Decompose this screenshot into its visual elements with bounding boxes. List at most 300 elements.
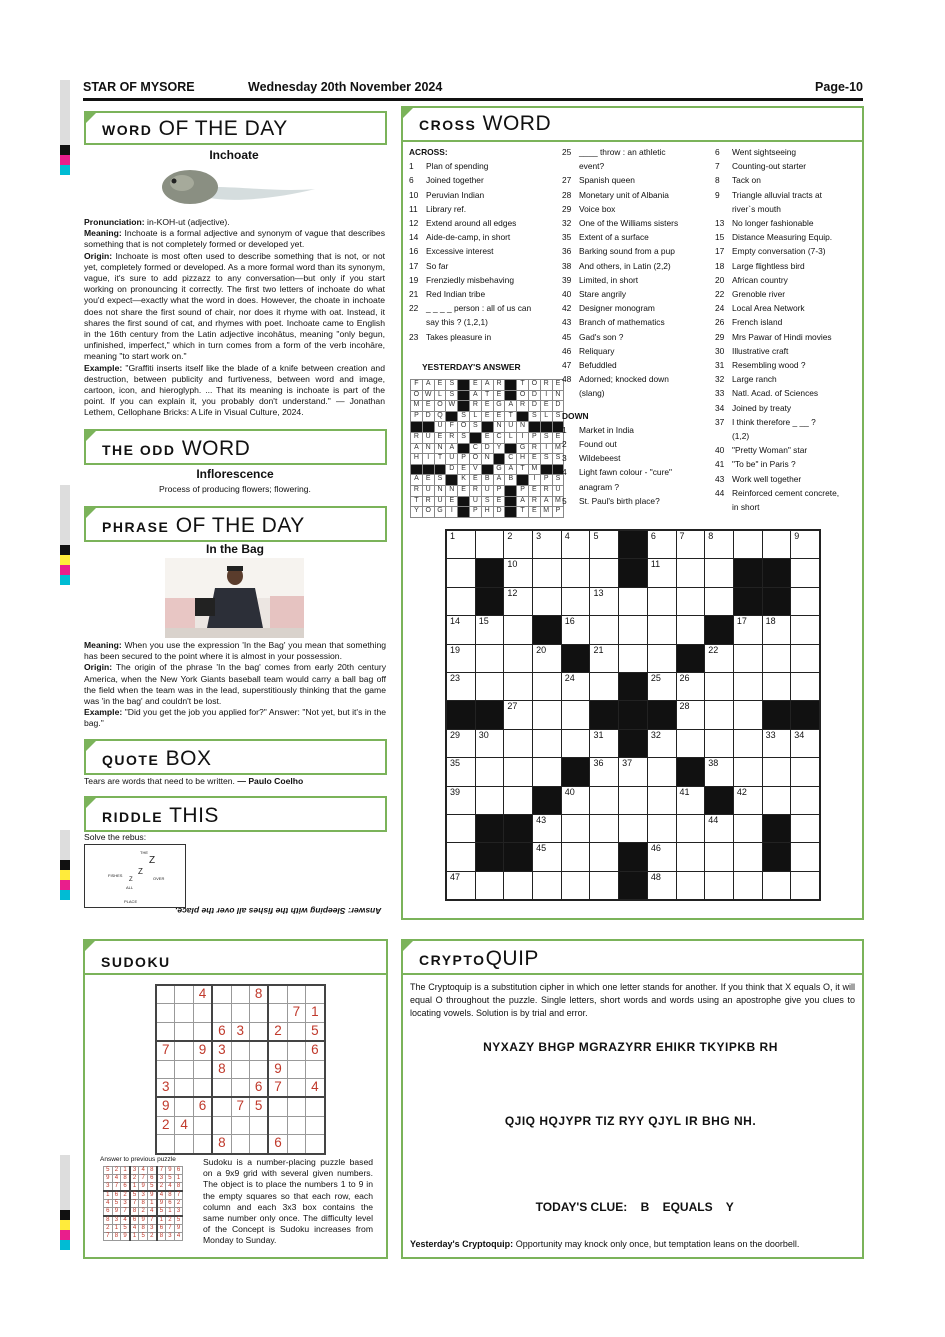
grid-cell[interactable]: 10 <box>504 559 533 587</box>
sudoku-cell[interactable]: 6 <box>193 1097 212 1116</box>
grid-cell[interactable] <box>676 843 705 871</box>
clue-item: 34 Joined by treaty <box>715 402 792 413</box>
grid-cell[interactable] <box>676 814 705 842</box>
sudoku-cell: 8 <box>174 1183 183 1192</box>
grid-cell[interactable] <box>705 871 734 900</box>
clue-item: 15 Distance Measuring Equip. <box>715 232 833 243</box>
grid-cell[interactable] <box>791 758 820 786</box>
grid-cell[interactable]: 37 <box>619 758 648 786</box>
grid-cell[interactable]: 32 <box>647 729 676 757</box>
answer-cell: R <box>540 380 552 391</box>
sudoku-cell[interactable] <box>212 1116 231 1134</box>
sudoku-cell[interactable] <box>156 1004 175 1022</box>
sudoku-cell[interactable] <box>175 1022 193 1041</box>
grid-cell[interactable] <box>619 814 648 842</box>
sudoku-cell[interactable] <box>306 985 325 1004</box>
black-cell <box>533 616 562 644</box>
grid-cell[interactable] <box>533 559 562 587</box>
grid-cell[interactable] <box>504 786 533 814</box>
grid-cell[interactable] <box>791 644 820 672</box>
sudoku-cell[interactable] <box>175 1060 193 1078</box>
sudoku-cell[interactable] <box>306 1135 325 1154</box>
sudoku-cell[interactable]: 3 <box>231 1022 249 1041</box>
grid-cell[interactable]: 44 <box>705 814 734 842</box>
grid-cell[interactable]: 15 <box>475 616 504 644</box>
answer-cell: S <box>540 454 552 465</box>
grid-cell[interactable] <box>733 644 762 672</box>
answer-cell: O <box>469 454 481 465</box>
sudoku-cell[interactable]: 6 <box>249 1078 268 1097</box>
grid-cell[interactable]: 6 <box>647 530 676 559</box>
sudoku-cell[interactable] <box>287 1116 305 1134</box>
grid-cell[interactable] <box>619 616 648 644</box>
grid-cell[interactable] <box>590 786 619 814</box>
clue-item: 44 Reinforced cement concrete, <box>715 487 840 498</box>
grid-cell[interactable]: 34 <box>791 729 820 757</box>
answer-cell: L <box>469 411 481 422</box>
grid-cell[interactable] <box>762 871 791 900</box>
grid-cell[interactable] <box>762 758 791 786</box>
black-cell <box>762 587 791 615</box>
grid-cell[interactable] <box>504 871 533 900</box>
sudoku-cell[interactable] <box>249 1022 268 1041</box>
answer-cell: I <box>517 432 529 443</box>
sudoku-cell[interactable] <box>287 1078 305 1097</box>
clue-item: 12 Extend around all edges <box>409 218 517 229</box>
grid-cell[interactable] <box>590 559 619 587</box>
grid-cell[interactable]: 11 <box>647 559 676 587</box>
grid-cell[interactable] <box>446 587 475 615</box>
grid-cell[interactable] <box>733 758 762 786</box>
answer-cell: G <box>493 401 505 412</box>
grid-cell[interactable]: 22 <box>705 644 734 672</box>
sudoku-cell[interactable]: 8 <box>212 1135 231 1154</box>
prev-answer-label: Answer to previous puzzle <box>100 1156 176 1163</box>
grid-cell[interactable] <box>647 786 676 814</box>
grid-cell[interactable]: 42 <box>733 786 762 814</box>
grid-cell[interactable] <box>705 672 734 700</box>
answer-cell: C <box>493 432 505 443</box>
grid-cell[interactable] <box>705 559 734 587</box>
grid-cell[interactable] <box>762 530 791 559</box>
sudoku-cell: 8 <box>130 1208 139 1217</box>
answer-cell: O <box>411 390 423 401</box>
grid-cell[interactable] <box>533 672 562 700</box>
grid-cell[interactable]: 26 <box>676 672 705 700</box>
sudoku-cell[interactable] <box>268 985 287 1004</box>
grid-cell[interactable]: 16 <box>561 616 590 644</box>
sudoku-cell[interactable] <box>175 1078 193 1097</box>
grid-cell[interactable]: 7 <box>676 530 705 559</box>
sudoku-cell[interactable]: 5 <box>249 1097 268 1116</box>
grid-cell[interactable]: 21 <box>590 644 619 672</box>
grid-cell[interactable] <box>561 814 590 842</box>
clue-item: 22 Grenoble river <box>715 289 786 300</box>
grid-cell[interactable] <box>561 729 590 757</box>
sudoku-cell[interactable] <box>193 1022 212 1041</box>
sudoku-cell[interactable]: 7 <box>268 1078 287 1097</box>
grid-cell[interactable]: 13 <box>590 587 619 615</box>
sudoku-cell[interactable] <box>306 1097 325 1116</box>
clue-item: 45 Gad's son ? <box>562 331 624 342</box>
grid-cell[interactable] <box>446 559 475 587</box>
grid-cell[interactable] <box>733 729 762 757</box>
grid-cell[interactable]: 9 <box>791 530 820 559</box>
sudoku-cell[interactable] <box>212 1078 231 1097</box>
clue-item: 29 Mrs Pawar of Hindi movies <box>715 331 832 342</box>
grid-cell[interactable]: 47 <box>446 871 475 900</box>
grid-cell[interactable] <box>475 786 504 814</box>
answer-cell: E <box>552 380 564 391</box>
sudoku-cell[interactable] <box>249 1060 268 1078</box>
sudoku-cell[interactable]: 8 <box>212 1060 231 1078</box>
sudoku-cell: 5 <box>166 1175 175 1183</box>
grid-cell[interactable] <box>733 530 762 559</box>
grid-cell[interactable] <box>590 814 619 842</box>
grid-cell[interactable] <box>561 871 590 900</box>
sudoku-cell: 7 <box>139 1175 148 1183</box>
sudoku-cell[interactable] <box>175 1135 193 1154</box>
sudoku-cell: 9 <box>104 1175 113 1183</box>
black-cell <box>590 701 619 729</box>
grid-cell[interactable]: 29 <box>446 729 475 757</box>
sudoku-cell[interactable] <box>212 1097 231 1116</box>
sudoku-cell: 7 <box>147 1216 156 1225</box>
sudoku-cell: 6 <box>147 1175 156 1183</box>
grid-cell[interactable] <box>676 871 705 900</box>
sudoku-cell[interactable] <box>231 1078 249 1097</box>
answer-cell <box>458 443 470 454</box>
answer-cell: S <box>528 411 540 422</box>
grid-cell[interactable] <box>619 644 648 672</box>
grid-cell[interactable]: 31 <box>590 729 619 757</box>
clue-item: 35 Extent of a surface <box>562 232 649 243</box>
grid-cell[interactable]: 39 <box>446 786 475 814</box>
grid-cell[interactable] <box>533 758 562 786</box>
grid-cell[interactable] <box>446 843 475 871</box>
grid-cell[interactable] <box>647 758 676 786</box>
sudoku-cell[interactable] <box>193 1116 212 1134</box>
grid-cell[interactable] <box>705 843 734 871</box>
answer-cell: A <box>411 475 423 486</box>
grid-cell[interactable] <box>676 559 705 587</box>
answer-cell <box>540 464 552 475</box>
sudoku-cell[interactable]: 2 <box>156 1116 175 1134</box>
sudoku-cell[interactable] <box>249 1004 268 1022</box>
answer-cell: P <box>517 485 529 496</box>
grid-cell[interactable] <box>762 644 791 672</box>
sudoku-cell[interactable] <box>193 1060 212 1078</box>
sudoku-cell[interactable] <box>231 1004 249 1022</box>
grid-cell[interactable]: 45 <box>533 843 562 871</box>
sudoku-cell: 8 <box>121 1175 130 1183</box>
sudoku-cell[interactable] <box>175 1041 193 1060</box>
sudoku-cell[interactable] <box>212 1004 231 1022</box>
grid-cell[interactable]: 20 <box>533 644 562 672</box>
clue-item: 46 Reliquary <box>562 345 615 356</box>
sudoku-cell[interactable] <box>231 985 249 1004</box>
grid-cell[interactable] <box>504 616 533 644</box>
grid-cell[interactable] <box>733 843 762 871</box>
sudoku-cell[interactable] <box>231 1041 249 1060</box>
answer-cell: T <box>505 411 517 422</box>
grid-cell[interactable]: 27 <box>504 701 533 729</box>
sudoku-cell[interactable] <box>156 985 175 1004</box>
answer-cell: E <box>528 507 540 518</box>
grid-cell[interactable] <box>647 814 676 842</box>
answer-cell: S <box>540 432 552 443</box>
grid-cell[interactable]: 48 <box>647 871 676 900</box>
sudoku-cell[interactable] <box>268 1041 287 1060</box>
grid-cell[interactable]: 23 <box>446 672 475 700</box>
sudoku-cell[interactable] <box>156 1135 175 1154</box>
answer-cell: N <box>517 422 529 433</box>
grid-cell[interactable]: 43 <box>533 814 562 842</box>
grid-cell[interactable] <box>733 814 762 842</box>
answer-cell: R <box>422 496 434 507</box>
sudoku-cell: 5 <box>104 1167 113 1175</box>
sudoku-cell[interactable]: 6 <box>212 1022 231 1041</box>
phrase-photo <box>165 558 304 638</box>
sudoku-cell[interactable]: 3 <box>212 1041 231 1060</box>
grid-cell[interactable] <box>733 871 762 900</box>
sudoku-cell[interactable]: 4 <box>175 1116 193 1134</box>
sudoku-cell[interactable]: 4 <box>193 985 212 1004</box>
answer-cell: U <box>505 422 517 433</box>
answer-cell: N <box>552 390 564 401</box>
grid-cell[interactable] <box>705 587 734 615</box>
grid-cell[interactable]: 8 <box>705 530 734 559</box>
sudoku-cell[interactable] <box>193 1004 212 1022</box>
sudoku-cell[interactable] <box>268 1097 287 1116</box>
sudoku-cell[interactable] <box>287 1135 305 1154</box>
grid-cell[interactable] <box>475 530 504 559</box>
sudoku-cell[interactable] <box>212 985 231 1004</box>
sudoku-cell[interactable]: 9 <box>193 1041 212 1060</box>
answer-cell: S <box>552 411 564 422</box>
registration-bar-mid <box>60 485 70 585</box>
sudoku-cell[interactable] <box>287 1097 305 1116</box>
grid-cell[interactable] <box>561 587 590 615</box>
word-of-the-day-title-box: WORD OF THE DAY <box>84 111 387 145</box>
grid-cell[interactable] <box>446 814 475 842</box>
sudoku-cell[interactable] <box>193 1135 212 1154</box>
grid-cell[interactable] <box>791 871 820 900</box>
sudoku-cell[interactable] <box>287 1060 305 1078</box>
grid-cell[interactable] <box>676 729 705 757</box>
wotd-word: Inchoate <box>209 148 259 162</box>
sudoku-cell: 9 <box>174 1225 183 1233</box>
grid-cell[interactable]: 30 <box>475 729 504 757</box>
grid-cell[interactable]: 12 <box>504 587 533 615</box>
grid-cell[interactable] <box>619 587 648 615</box>
grid-cell[interactable] <box>590 843 619 871</box>
answer-cell: R <box>446 432 458 443</box>
grid-cell[interactable]: 33 <box>762 729 791 757</box>
grid-cell[interactable] <box>705 729 734 757</box>
sudoku-cell[interactable] <box>287 985 305 1004</box>
answer-cell: E <box>528 454 540 465</box>
grid-cell[interactable] <box>791 559 820 587</box>
grid-cell[interactable]: 5 <box>590 530 619 559</box>
sudoku-cell[interactable] <box>306 1060 325 1078</box>
sudoku-cell[interactable]: 5 <box>306 1022 325 1041</box>
answer-cell: R <box>493 380 505 391</box>
grid-cell[interactable] <box>733 701 762 729</box>
grid-cell[interactable] <box>619 786 648 814</box>
answer-cell: U <box>481 485 493 496</box>
grid-cell[interactable] <box>504 758 533 786</box>
sudoku-cell: 5 <box>130 1191 139 1200</box>
grid-cell[interactable] <box>791 616 820 644</box>
grid-cell[interactable] <box>791 814 820 842</box>
grid-cell[interactable]: 4 <box>561 530 590 559</box>
sudoku-cell[interactable]: 1 <box>306 1004 325 1022</box>
sudoku-cell: 6 <box>121 1183 130 1192</box>
grid-cell[interactable]: 19 <box>446 644 475 672</box>
grid-cell[interactable] <box>705 701 734 729</box>
grid-cell[interactable] <box>533 701 562 729</box>
sudoku-cell[interactable]: 7 <box>231 1097 249 1116</box>
sudoku-cell[interactable] <box>193 1078 212 1097</box>
black-cell <box>705 616 734 644</box>
answer-cell: W <box>422 390 434 401</box>
sudoku-cell[interactable]: 9 <box>156 1097 175 1116</box>
grid-cell[interactable] <box>533 587 562 615</box>
grid-cell[interactable] <box>504 672 533 700</box>
sudoku-cell: 9 <box>121 1233 130 1241</box>
sudoku-cell[interactable]: 7 <box>156 1041 175 1060</box>
grid-cell[interactable] <box>590 871 619 900</box>
grid-cell[interactable] <box>590 616 619 644</box>
sudoku-cell[interactable]: 6 <box>306 1041 325 1060</box>
grid-cell[interactable] <box>647 616 676 644</box>
grid-cell[interactable] <box>475 758 504 786</box>
clue-item: 36 Barking sound from a pup <box>562 246 675 257</box>
grid-cell[interactable] <box>791 587 820 615</box>
answer-cell: P <box>411 411 423 422</box>
answer-cell: L <box>505 432 517 443</box>
grid-cell[interactable] <box>647 587 676 615</box>
crossword-grid[interactable] <box>445 529 821 901</box>
sudoku-cell[interactable] <box>306 1116 325 1134</box>
grid-cell[interactable]: 41 <box>676 786 705 814</box>
sudoku-cell[interactable]: 2 <box>268 1022 287 1041</box>
sudoku-cell[interactable] <box>249 1135 268 1154</box>
grid-cell[interactable] <box>791 672 820 700</box>
grid-cell[interactable] <box>733 672 762 700</box>
grid-cell[interactable] <box>475 672 504 700</box>
sudoku-cell[interactable] <box>231 1116 249 1134</box>
sudoku-cell[interactable] <box>268 1116 287 1134</box>
sudoku-cell[interactable]: 8 <box>249 985 268 1004</box>
grid-cell[interactable] <box>791 786 820 814</box>
grid-cell[interactable]: 2 <box>504 530 533 559</box>
sudoku-cell[interactable] <box>268 1004 287 1022</box>
grid-cell[interactable] <box>475 644 504 672</box>
grid-cell[interactable] <box>762 786 791 814</box>
black-cell <box>705 786 734 814</box>
grid-cell[interactable] <box>561 559 590 587</box>
answer-cell: D <box>528 401 540 412</box>
grid-cell[interactable] <box>533 729 562 757</box>
grid-cell[interactable]: 36 <box>590 758 619 786</box>
prev-sudoku-grid <box>103 1166 183 1241</box>
sudoku-cell: 1 <box>104 1191 113 1200</box>
sudoku-cell[interactable] <box>249 1041 268 1060</box>
sudoku-cell: 6 <box>130 1216 139 1225</box>
grid-cell[interactable] <box>504 729 533 757</box>
grid-cell[interactable] <box>561 843 590 871</box>
answer-cell: S <box>458 411 470 422</box>
sudoku-cell[interactable] <box>175 1097 193 1116</box>
answer-cell <box>493 454 505 465</box>
grid-cell[interactable]: 46 <box>647 843 676 871</box>
grid-cell[interactable] <box>590 672 619 700</box>
sudoku-cell[interactable]: 4 <box>306 1078 325 1097</box>
sudoku-cell[interactable] <box>156 1060 175 1078</box>
sudoku-cell[interactable] <box>249 1116 268 1134</box>
grid-cell[interactable] <box>504 644 533 672</box>
answer-cell <box>540 422 552 433</box>
grid-cell[interactable] <box>676 587 705 615</box>
answer-cell: A <box>517 496 529 507</box>
grid-cell[interactable] <box>676 616 705 644</box>
sudoku-cell[interactable] <box>287 1041 305 1060</box>
grid-cell[interactable]: 3 <box>533 530 562 559</box>
grid-cell[interactable] <box>533 871 562 900</box>
grid-cell[interactable]: 1 <box>446 530 475 559</box>
sudoku-cell[interactable] <box>231 1060 249 1078</box>
sudoku-cell[interactable] <box>175 1004 193 1022</box>
black-cell <box>733 587 762 615</box>
grid-cell[interactable]: 35 <box>446 758 475 786</box>
registration-bar-lower <box>60 830 70 905</box>
sudoku-cell[interactable] <box>175 985 193 1004</box>
grid-cell[interactable] <box>791 843 820 871</box>
sudoku-cell[interactable] <box>287 1022 305 1041</box>
grid-cell[interactable]: 28 <box>676 701 705 729</box>
grid-cell[interactable]: 38 <box>705 758 734 786</box>
grid-cell[interactable]: 24 <box>561 672 590 700</box>
grid-cell[interactable] <box>647 644 676 672</box>
sudoku-cell[interactable]: 9 <box>268 1060 287 1078</box>
sudoku-cell[interactable] <box>231 1135 249 1154</box>
sudoku-grid[interactable] <box>155 984 326 1155</box>
black-cell <box>762 559 791 587</box>
sudoku-cell: 6 <box>174 1167 183 1175</box>
grid-cell[interactable] <box>762 672 791 700</box>
grid-cell[interactable] <box>561 701 590 729</box>
clue-item: 48 Adorned; knocked down <box>562 374 669 385</box>
sudoku-cell[interactable]: 3 <box>156 1078 175 1097</box>
answer-cell: M <box>540 507 552 518</box>
black-cell <box>446 701 475 729</box>
grid-cell[interactable]: 25 <box>647 672 676 700</box>
sudoku-cell[interactable] <box>156 1022 175 1041</box>
grid-cell[interactable]: 14 <box>446 616 475 644</box>
answer-cell: S <box>458 432 470 443</box>
sudoku-cell[interactable]: 6 <box>268 1135 287 1154</box>
answer-cell: T <box>481 390 493 401</box>
answer-cell: E <box>481 401 493 412</box>
grid-cell[interactable]: 17 <box>733 616 762 644</box>
sudoku-cell[interactable]: 7 <box>287 1004 305 1022</box>
grid-cell[interactable]: 18 <box>762 616 791 644</box>
grid-cell[interactable]: 40 <box>561 786 590 814</box>
grid-cell[interactable] <box>475 871 504 900</box>
quote-title-box: QUOTE BOX <box>84 739 387 775</box>
